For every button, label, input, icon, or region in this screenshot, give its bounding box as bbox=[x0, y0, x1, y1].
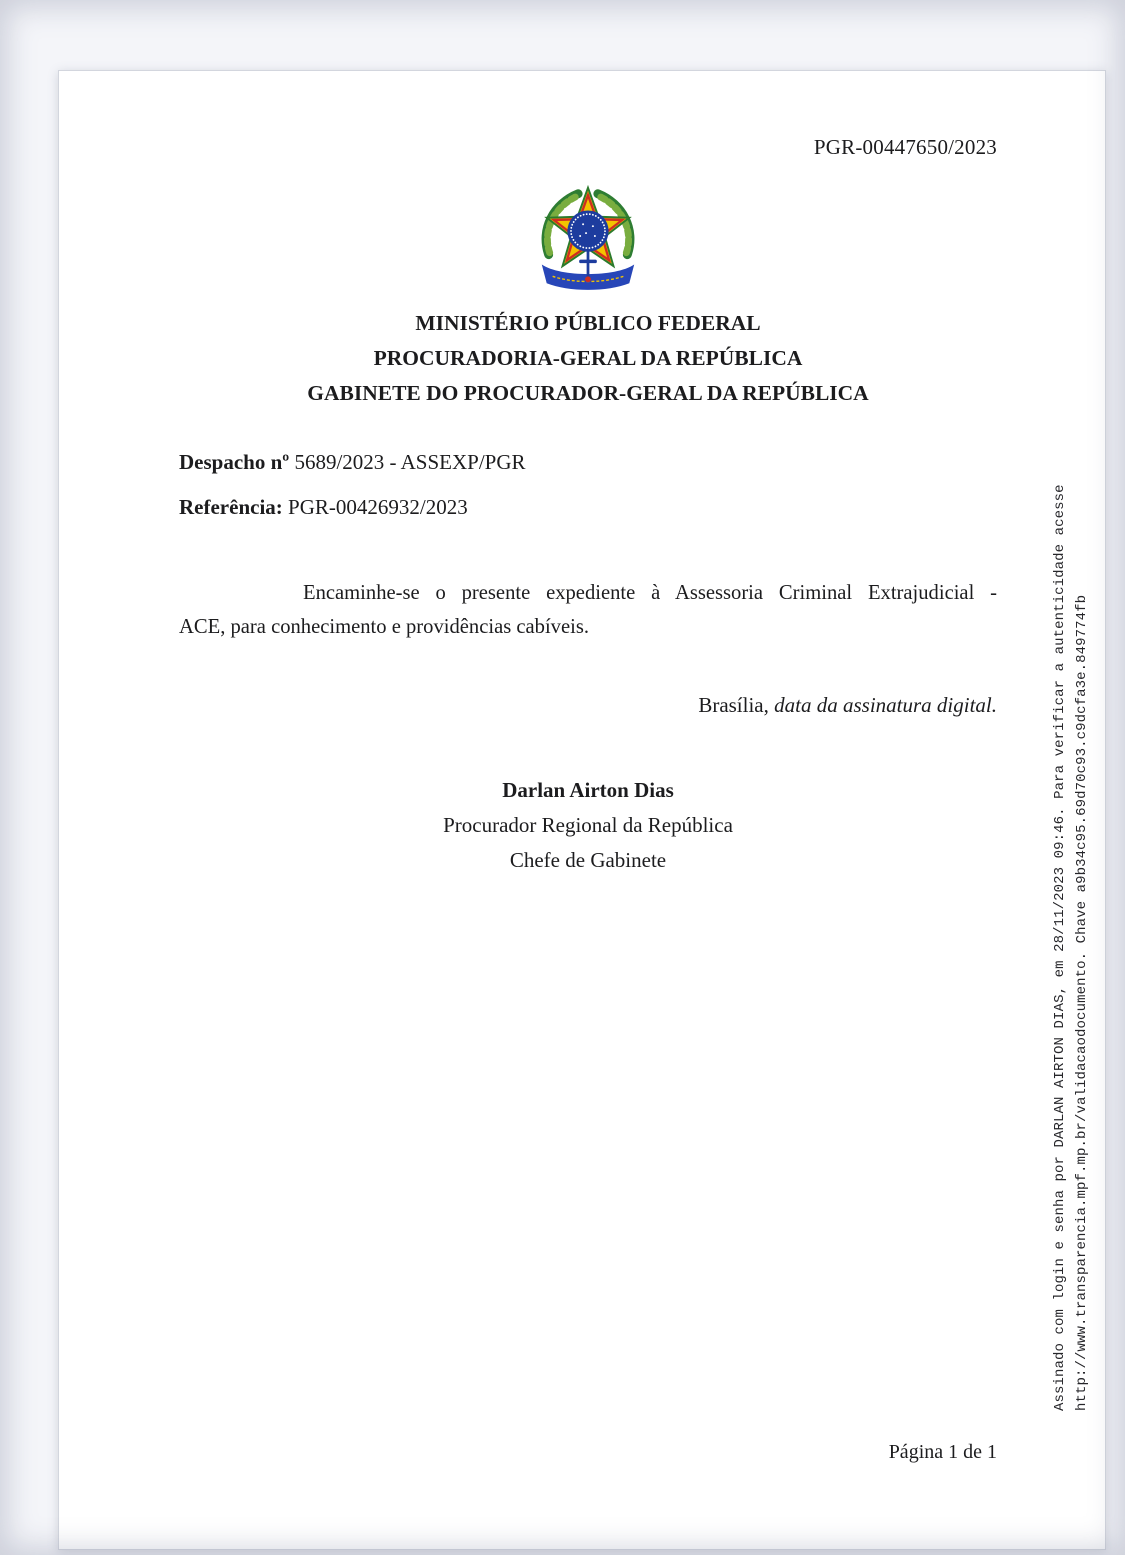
referencia-label: Referência: bbox=[179, 495, 283, 519]
letterhead-line-3: GABINETE DO PROCURADOR-GERAL DA REPÚBLICA bbox=[307, 381, 869, 405]
celestial-disc bbox=[567, 210, 608, 251]
body-paragraph-line-2: ACE, para conhecimento e providências cabíveis. bbox=[179, 616, 590, 638]
signature-block bbox=[179, 773, 997, 878]
letterhead bbox=[179, 306, 997, 411]
referencia-line bbox=[179, 495, 468, 520]
body-paragraph bbox=[179, 576, 997, 644]
despacho-value: 5689/2023 - ASSEXP/PGR bbox=[289, 450, 526, 474]
coat-of-arms-brazil-icon bbox=[529, 179, 647, 295]
despacho-label: Despacho nº bbox=[179, 450, 290, 474]
dateline-digital-date: data da assinatura digital. bbox=[774, 693, 997, 717]
stamp-line-1: Assinado com login e senha por DARLAN AIRTON DIAS, em 28/11/2023 09:46. Para verificar a autenticidade acesse bbox=[1052, 484, 1068, 1411]
page-counter: Página 1 de 1 bbox=[888, 1441, 997, 1463]
letterhead-line-1: MINISTÉRIO PÚBLICO FEDERAL bbox=[415, 311, 761, 335]
stamp-line-2: http://www.transparencia.mpf.mp.br/validacaodocumento. Chave a9b34c95.69d70c93.c9dcfa3e.849774fb bbox=[1074, 594, 1090, 1411]
document-number: PGR-00447650/2023 bbox=[813, 135, 997, 159]
document-page bbox=[58, 70, 1106, 1550]
referencia-value: PGR-00426932/2023 bbox=[282, 495, 468, 519]
dateline-place: Brasília, bbox=[698, 693, 775, 717]
signer-title: Chefe de Gabinete bbox=[509, 848, 667, 872]
dateline bbox=[698, 693, 997, 718]
signer-role: Procurador Regional da República bbox=[443, 813, 733, 837]
signer-name: Darlan Airton Dias bbox=[502, 778, 674, 802]
despacho-line bbox=[179, 450, 526, 475]
body-paragraph-line-1: Encaminhe-se o presente expediente à Assessoria Criminal Extrajudicial - bbox=[303, 582, 997, 604]
letterhead-line-2: PROCURADORIA-GERAL DA REPÚBLICA bbox=[373, 346, 803, 370]
digital-signature-stamp bbox=[1049, 451, 1093, 1411]
